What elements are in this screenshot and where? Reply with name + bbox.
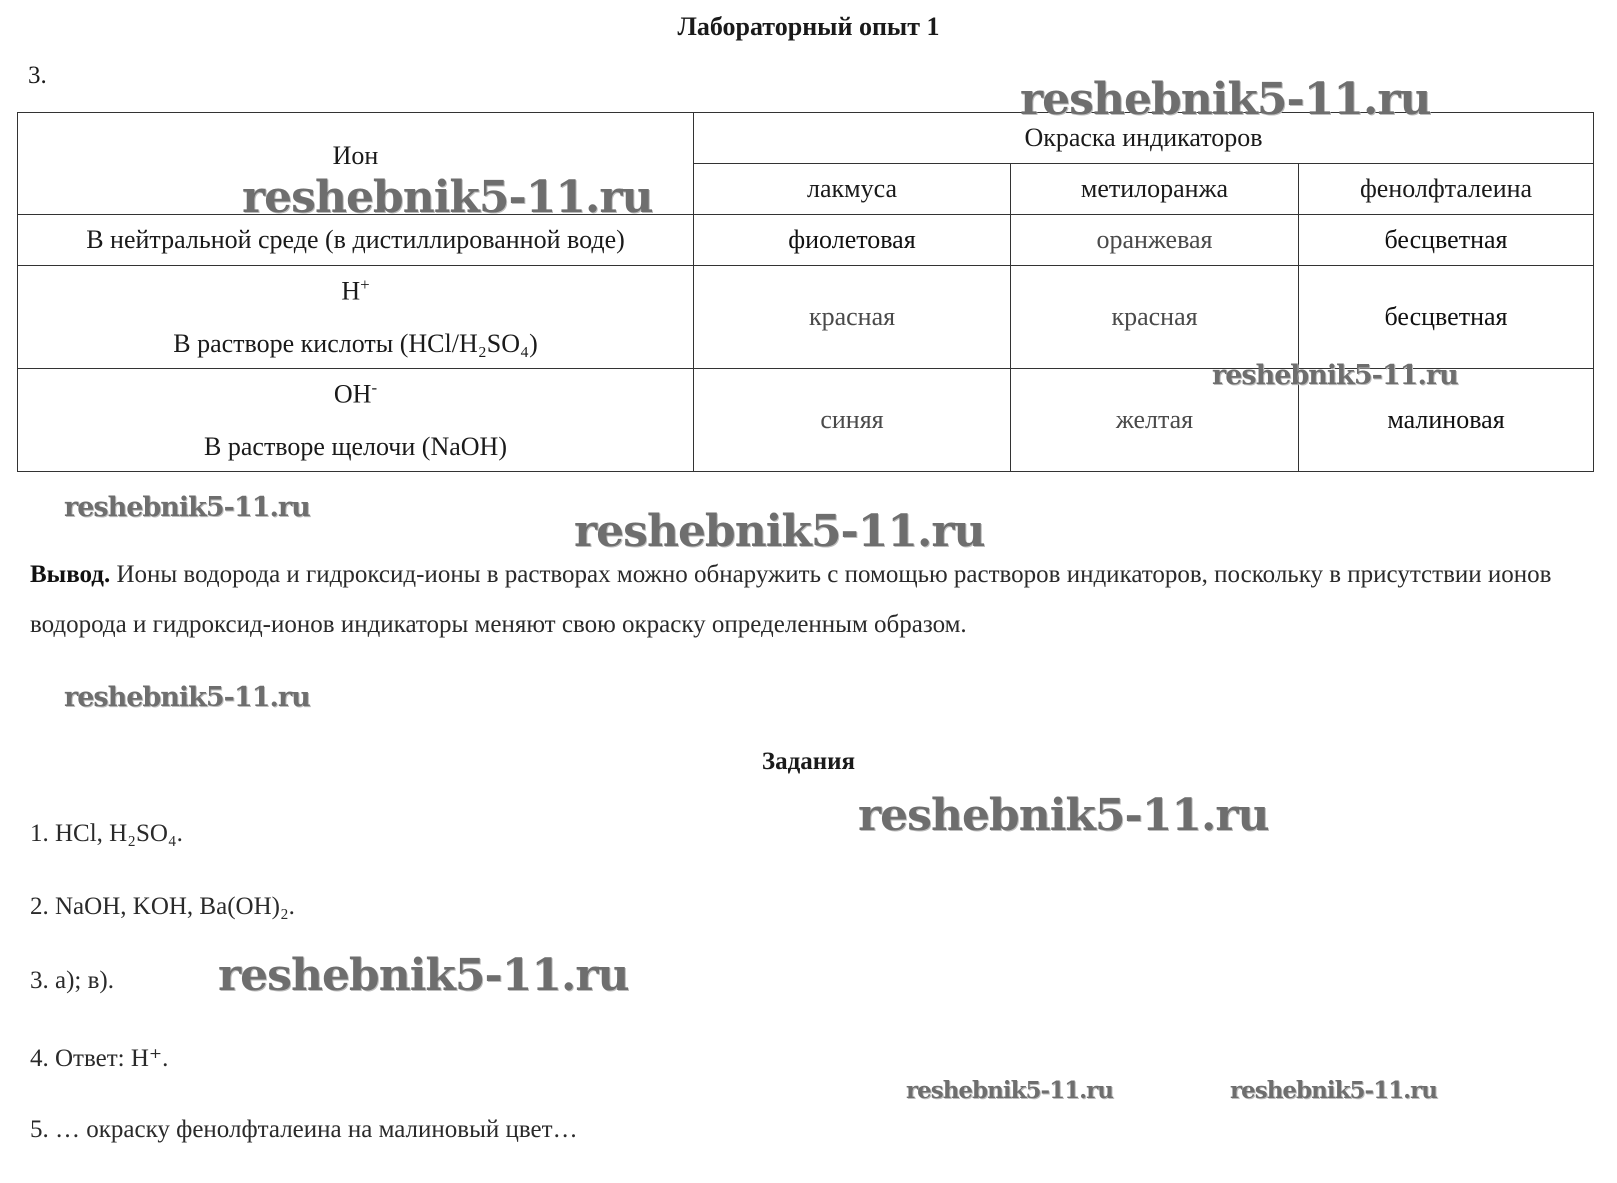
cell-phenolphthalein: бесцветная xyxy=(1299,215,1594,266)
row-description: В растворе щелочи (NaOH) xyxy=(204,431,507,461)
watermark: reshebnik5-11.ru xyxy=(64,682,310,713)
table-row xyxy=(18,266,1594,369)
task-2: 2. NaOH, KOH, Ba(OH)₂. xyxy=(30,893,295,920)
task-3: 3. а); в). xyxy=(30,967,114,994)
watermark: reshebnik5-11.ru xyxy=(1230,1077,1437,1104)
watermark: reshebnik5-11.ru xyxy=(1020,74,1431,125)
row-ion-cell xyxy=(18,266,694,369)
conclusion-paragraph xyxy=(30,550,1590,650)
watermark: reshebnik5-11.ru xyxy=(242,172,653,223)
row-description: В нейтральной среде (в дистиллированной воде) xyxy=(18,215,694,266)
tasks-title: Задания xyxy=(761,748,856,775)
header-phenolphthalein: фенолфталеина xyxy=(1299,164,1594,215)
cell-litmus: красная xyxy=(694,266,1011,369)
task-1: 1. HCl, H₂SO₄. xyxy=(30,820,183,847)
ion-symbol: H+ xyxy=(341,275,370,306)
watermark: reshebnik5-11.ru xyxy=(574,506,985,557)
row-description: В растворе кислоты (HCl/H₂SO₄) xyxy=(173,328,538,358)
header-ion-label: Ион xyxy=(332,141,379,170)
section-number: 3. xyxy=(28,62,47,89)
ion-symbol: OH- xyxy=(333,378,378,409)
cell-litmus: синяя xyxy=(694,369,1011,472)
watermark: reshebnik5-11.ru xyxy=(906,1077,1113,1104)
watermark: reshebnik5-11.ru xyxy=(64,492,310,523)
watermark: reshebnik5-11.ru xyxy=(1212,360,1458,391)
header-indicator-color: Окраска индикаторов xyxy=(694,113,1594,164)
header-litmus: лакмуса xyxy=(694,164,1011,215)
cell-phenolphthalein: бесцветная xyxy=(1299,266,1594,369)
task-4: 4. Ответ: H⁺. xyxy=(30,1045,169,1072)
watermark: reshebnik5-11.ru xyxy=(218,950,629,1001)
cell-methyl-orange: желтая xyxy=(1011,369,1299,472)
cell-litmus: фиолетовая xyxy=(694,215,1011,266)
conclusion-label: Вывод. xyxy=(30,561,111,588)
conclusion-text: Ионы водорода и гидроксид-ионы в растворах можно обнаружить с помощью растворов индикаторов, поскольку в присутствии ионов водорода и гидроксид-ионов индикаторы меняют свою окраску определенным образом. xyxy=(30,561,1552,638)
task-5: 5. … окраску фенолфталеина на малиновый цвет… xyxy=(30,1116,578,1143)
cell-methyl-orange: красная xyxy=(1011,266,1299,369)
page-title: Лабораторный опыт 1 xyxy=(677,12,940,41)
indicator-table xyxy=(17,112,1594,472)
cell-phenolphthalein: малиновая xyxy=(1299,369,1594,472)
watermark: reshebnik5-11.ru xyxy=(858,790,1269,841)
cell-methyl-orange: оранжевая xyxy=(1011,215,1299,266)
row-ion-cell xyxy=(18,369,694,472)
header-methyl-orange: метилоранжа xyxy=(1011,164,1299,215)
